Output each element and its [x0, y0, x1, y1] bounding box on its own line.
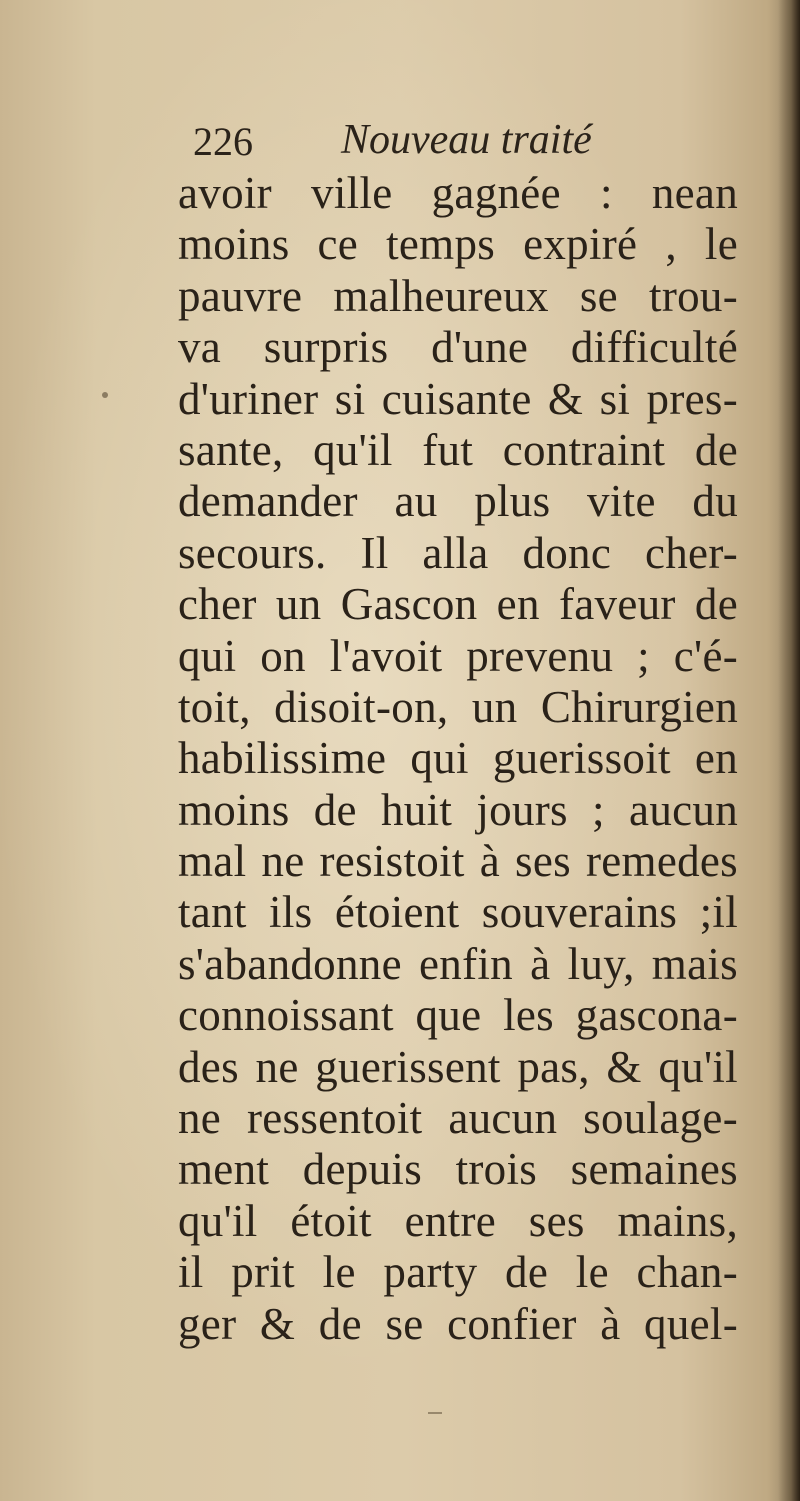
text-line: toit, disoit-on, un Chirurgien	[178, 681, 738, 732]
text-line: cher un Gascon en faveur de	[178, 579, 738, 630]
text-line: d'uriner si cuisante & si pres-	[178, 373, 738, 424]
text-line: tant ils étoient souverains ;il	[178, 887, 738, 938]
text-line: qu'il étoit entre ses mains,	[178, 1195, 738, 1246]
text-line: moins de huit jours ; aucun	[178, 784, 738, 835]
text-line: sante, qu'il fut contraint de	[178, 424, 738, 475]
text-line: des ne guerissent pas, & qu'il	[178, 1041, 738, 1092]
page-fold-shadow	[778, 0, 800, 1501]
text-line: il prit le party de le chan-	[178, 1247, 738, 1298]
text-line: moins ce temps expiré , le	[178, 219, 738, 270]
text-line: pauvre malheureux se trou-	[178, 270, 738, 321]
text-line: avoir ville gagnée : nean	[178, 168, 738, 218]
text-body	[178, 168, 738, 1350]
text-line: connoissant que les gascona-	[178, 990, 738, 1041]
printer-mark	[428, 1412, 442, 1414]
text-line: ger & de se confier à quel-	[178, 1298, 738, 1349]
text-line: secours. Il alla donc cher-	[178, 527, 738, 578]
text-line: habilissime qui guerissoit en	[178, 733, 738, 784]
text-line: va surpris d'une difficulté	[178, 322, 738, 373]
text-line: demander au plus vite du	[178, 476, 738, 527]
ink-speck	[102, 392, 108, 398]
text-line: ne ressentoit aucun soulage-	[178, 1093, 738, 1144]
page-number: 226	[193, 119, 253, 164]
text-line: ment depuis trois semaines	[178, 1144, 738, 1195]
text-line: qui on l'avoit prevenu ; c'é-	[178, 630, 738, 681]
text-line: mal ne resistoit à ses remedes	[178, 836, 738, 887]
running-head: Nouveau traité	[341, 117, 592, 163]
text-line: s'abandonne enfin à luy, mais	[178, 938, 738, 989]
